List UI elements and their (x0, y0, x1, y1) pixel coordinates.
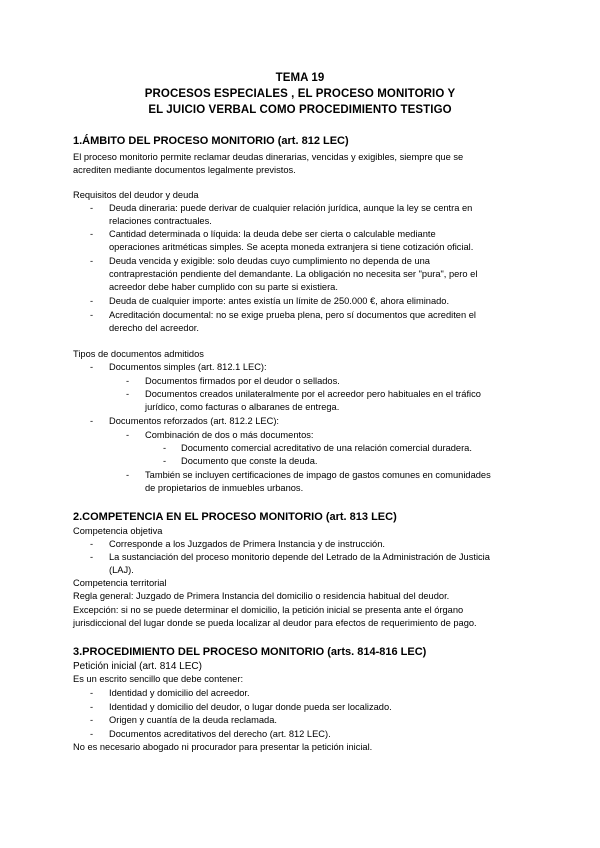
section-2-heading: 2.COMPETENCIA EN EL PROCESO MONITORIO (art. 813 LEC) (73, 511, 397, 523)
bullet-dash: - (90, 552, 94, 562)
tipo-line: Documentos simples (art. 812.1 LEC): (109, 362, 267, 372)
competencia-objetiva-line: Corresponde a los Juzgados de Primera Instancia y de instrucción. (109, 539, 385, 549)
tipo-line: También se incluyen certificaciones de impago de gastos comunes en comunidades (145, 470, 491, 480)
tipo-line: Documento comercial acreditativo de una relación comercial duradera. (181, 443, 472, 453)
competencia-territorial-line: Regla general: Juzgado de Primera Instancia del domicilio o residencia habitual del deudor. (73, 591, 450, 601)
bullet-dash: - (126, 470, 130, 480)
tipo-line: de propietarios de inmuebles urbanos. (145, 483, 304, 493)
bullet-dash: - (90, 296, 94, 306)
section-1-intro-line: acrediten mediante documentos legalmente previstos. (73, 165, 296, 175)
requisito-line: Cantidad determinada o líquida: la deuda debe ser cierta o calculable mediante (109, 229, 436, 239)
bullet-dash: - (90, 702, 94, 712)
section-3-heading: 3.PROCEDIMIENTO DEL PROCESO MONITORIO (arts. 814-816 LEC) (73, 646, 427, 658)
tipo-line: Documento que conste la deuda. (181, 456, 318, 466)
peticion-item: Origen y cuantía de la deuda reclamada. (109, 715, 277, 725)
requisito-line: operaciones aritméticas simples. Se acepta moneda extranjera si tiene cotización oficial. (109, 242, 474, 252)
bullet-dash: - (90, 715, 94, 725)
bullet-dash: - (90, 256, 94, 266)
doc-title-line-3: EL JUICIO VERBAL COMO PROCEDIMIENTO TESTIGO (148, 104, 452, 116)
bullet-dash: - (90, 310, 94, 320)
competencia-objetiva-line: (LAJ). (109, 565, 134, 575)
bullet-dash: - (90, 362, 94, 372)
competencia-objetiva-line: La sustanciación del proceso monitorio depende del Letrado de la Administración de Justicia (109, 552, 490, 562)
peticion-intro: Es un escrito sencillo que debe contener: (73, 674, 244, 684)
tipo-line: Documentos reforzados (art. 812.2 LEC): (109, 416, 280, 426)
competencia-objetiva-title: Competencia objetiva (73, 526, 163, 536)
section-1-heading: 1.ÁMBITO DEL PROCESO MONITORIO (art. 812 LEC) (73, 135, 349, 147)
requisito-line: Deuda dineraria: puede derivar de cualquier relación jurídica, aunque la ley se centra en (109, 203, 473, 213)
bullet-dash: - (126, 430, 130, 440)
tipo-line: Documentos creados unilateralmente por el acreedor pero habituales en el tráfico (145, 389, 481, 399)
requisito-line: Deuda de cualquier importe: antes existía un límite de 250.000 €, ahora eliminado. (109, 296, 450, 306)
peticion-item: Documentos acreditativos del derecho (art. 812 LEC). (109, 729, 331, 739)
requisito-line: Deuda vencida y exigible: solo deudas cuyo cumplimiento no dependa de una (109, 256, 430, 266)
closing-note: No es necesario abogado ni procurador para presentar la petición inicial. (73, 742, 373, 752)
bullet-dash: - (163, 456, 167, 466)
peticion-inicial-title: Petición inicial (art. 814 LEC) (73, 661, 202, 672)
bullet-dash: - (126, 389, 130, 399)
bullet-dash: - (90, 539, 94, 549)
section-1-intro-line: El proceso monitorio permite reclamar deudas dinerarias, vencidas y exigibles, siempre que se (73, 152, 464, 162)
requisito-line: Acreditación documental: no se exige prueba plena, pero sí documentos que acrediten el (109, 310, 476, 320)
bullet-dash: - (90, 229, 94, 239)
requisito-line: relaciones contractuales. (109, 216, 212, 226)
tipo-line: Documentos firmados por el deudor o sellados. (145, 376, 340, 386)
bullet-dash: - (163, 443, 167, 453)
requisitos-title: Requisitos del deudor y deuda (73, 190, 199, 200)
competencia-territorial-title: Competencia territorial (73, 578, 167, 588)
tipo-line: jurídico, como facturas o albaranes de entrega. (145, 402, 340, 412)
tipos-title: Tipos de documentos admitidos (73, 349, 204, 359)
requisito-line: acreedor debe haber cumplido con su parte si existiera. (109, 282, 338, 292)
competencia-territorial-line: jurisdiccional del lugar donde se pueda localizar al deudor para efectos de requerimiento de pago. (73, 618, 477, 628)
requisito-line: contraprestación pendiente del demandante. La obligación no necesita ser "pura", pero el (109, 269, 478, 279)
bullet-dash: - (90, 203, 94, 213)
bullet-dash: - (90, 416, 94, 426)
competencia-territorial-line: Excepción: si no se puede determinar el domicilio, la petición inicial se presenta ante el órgano (73, 605, 464, 615)
doc-title-line-1: TEMA 19 (275, 72, 325, 84)
bullet-dash: - (90, 729, 94, 739)
doc-title-line-2: PROCESOS ESPECIALES , EL PROCESO MONITORIO Y (144, 88, 456, 100)
tipo-line: Combinación de dos o más documentos: (145, 430, 314, 440)
requisito-line: derecho del acreedor. (109, 323, 199, 333)
bullet-dash: - (126, 376, 130, 386)
peticion-item: Identidad y domicilio del deudor, o lugar donde pueda ser localizado. (109, 702, 392, 712)
peticion-item: Identidad y domicilio del acreedor. (109, 688, 250, 698)
bullet-dash: - (90, 688, 94, 698)
